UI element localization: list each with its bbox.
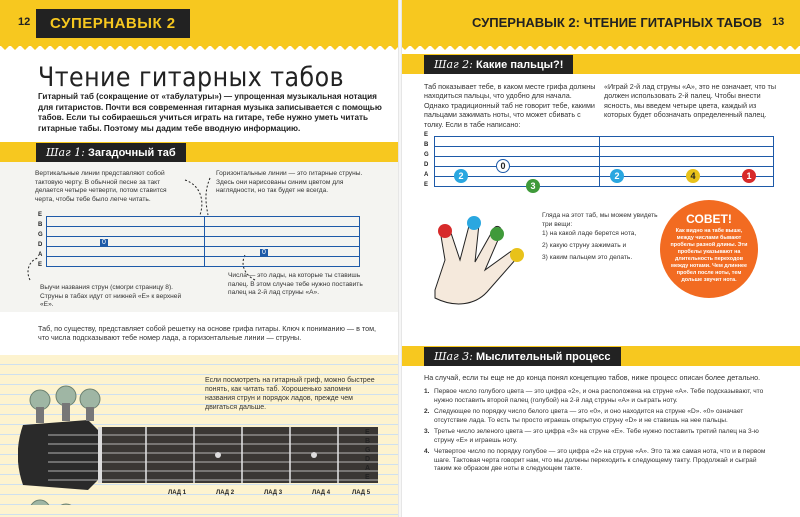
- step2-prefix: Шаг 2:: [434, 58, 473, 71]
- page-title: Чтение гитарных табов: [38, 62, 345, 93]
- intro-paragraph: Гитарный таб (сокращение от «табулатуры») — упрощенная музыкальная нотация для гитаристов. Почти вся современная гитарная музыка записывается с помощью табов. Если ты собираешься учиться играть на гитаре, тебе нужно уметь читать гитарные табы. Поэтому мы дадим тебе вводную информацию.: [38, 92, 382, 133]
- step3-item-2: Следующее по порядку число белого цвета — это «0», и оно находится на струне «D». «0» означает отсутствие лада. То есть ты просто играешь открытую струну «D» и не ставишь на нее пальцы.: [434, 408, 744, 424]
- callout-vertical-lines: Вертикальные линии представляют собой тактовую черту. В обычной песне за такт делается четыре четверти, потом ставится черта, чтобы тебе было легче читать.: [35, 170, 167, 203]
- hand-item-2: 2) какую струну зажимать и: [542, 242, 627, 249]
- step2-text-right: «Играй 2-й лад струны «A», это не означает, что ты должен использовать 2-й палец. Чтобы внести ясность, мы введем четыре цвета, каждый из которых будет обозначать определенный палец.: [604, 82, 776, 120]
- neck-string-names: EBGDAE: [365, 429, 371, 481]
- hand-item-3: 3) каким пальцем это делать.: [542, 254, 633, 261]
- hand-caption-intro: Гляда на этот таб, мы можем увидеть три вещи:: [542, 212, 658, 228]
- callout-horizontal-lines: Горизонтальные линии — это гитарные струны. Здесь они нарисованы синим цветом для наглядности, но так будет не всегда.: [216, 170, 363, 195]
- step3-prefix: Шаг 3:: [434, 350, 473, 363]
- guitar-neck-illustration: [18, 385, 388, 505]
- hand-illustration: [415, 200, 555, 320]
- step2-title: Какие пальцы?!: [475, 59, 564, 71]
- fret-label-5: ЛАД 5: [352, 490, 371, 496]
- tab2-note-3: 3: [526, 179, 540, 193]
- tip-text: Как видно на табе выше, между числами бывают пробелы разной длины. Эти пробелы указывают на длительность переходов между нотами. Чем длиннее пробел после ноты, тем дольше звучит нота.: [670, 228, 748, 283]
- step1-title: Загадочный таб: [87, 147, 176, 159]
- fret-label-2: ЛАД 2: [216, 490, 235, 496]
- left-header-chip: СУПЕРНАВЫК 2: [36, 9, 190, 38]
- right-header-title: СУПЕРНАВЫК 2: ЧТЕНИЕ ГИТАРНЫХ ТАБОВ: [471, 15, 762, 30]
- tip-badge: [660, 200, 758, 298]
- tab2-note-6: 1: [742, 169, 756, 183]
- hand-item-1: 1) на какой ладе берется нота,: [542, 230, 637, 237]
- step1-prefix: Шаг 1:: [46, 146, 85, 159]
- callout-numbers: Числа — это лады, на которые ты ставишь палец. В этом случае тебе нужно поставить палец на 2-й лад струны «A».: [228, 272, 363, 297]
- tab1-note-2: 0: [262, 249, 266, 256]
- fret-label-3: ЛАД 3: [264, 490, 283, 496]
- fretboard-caption: Если посмотреть на гитарный гриф, можно быстрее понять, как читать таб. Хорошенько запомни названия струн и порядок ладов, прежде чем двигаться дальше.: [205, 377, 375, 411]
- fret-label-1: ЛАД 1: [168, 490, 187, 496]
- step3-title: Мыслительный процесс: [475, 351, 611, 363]
- tab1-note: 0: [102, 239, 106, 246]
- tip-title: СОВЕТ!: [686, 212, 732, 226]
- step3-label: [424, 347, 621, 366]
- tab-staff-2: E B G D A E 2 0 3 2 4 1: [424, 136, 774, 186]
- tab2-note-4: 2: [610, 169, 624, 183]
- page-gutter: [398, 0, 402, 517]
- tab2-note-1: 2: [454, 169, 468, 183]
- step3-intro: На случай, если ты еще не до конца понял концепцию табов, ниже процесс описан более детально.: [424, 373, 761, 382]
- tab-staff-1: E B G D A E 0 0: [38, 216, 360, 266]
- step3-item-1: Первое число голубого цвета — это цифра «2», и она расположена на струне «A». Тебе подсказывают, что нужно поставить второй палец (голубой) на 2-й лад струны «A» и сыграть ноту.: [434, 388, 764, 404]
- tab2-note-2: 0: [496, 159, 510, 173]
- step2-label: [424, 55, 573, 74]
- callout-string-names: Выучи названия струн (смогри страницу 8). Струны в табах идут от нижней «E» к верхней «E».: [40, 284, 182, 309]
- step3-item-4: Четвертое число по порядку голубое — это цифра «2» на струне «A». Это та же самая нота, что и в первом шаге. Тактовая черта говорит нам, что мы должны переходить к следующему такту. Продолжай и сыграй таким же образом две ноты в следующем такте.: [434, 448, 766, 473]
- right-page-number: 13: [772, 16, 785, 28]
- tab-explanation-paragraph: Таб, по существу, представляет собой решетку на основе грифа гитары. Ключ к пониманию — в том, что числа подсказывают тебе номер лада, а горизонтальные линии — струны.: [38, 324, 377, 343]
- fret-label-4: ЛАД 4: [312, 490, 331, 496]
- step3-item-3: Третье число зеленого цвета — это цифра «3» на струне «E». Тебе нужно поставить третий палец на 3-ю струну «E» и играешь ноту.: [434, 428, 759, 444]
- step2-text-left: Таб показывает тебе, в каком месте грифа должны находиться пальцы, что удобно для начала. Однако традиционный таб не говорит тебе, какими пальцами зажимать ноты, что может сбивать с толку. Если в табе написано:: [424, 82, 596, 129]
- tab2-note-5: 4: [686, 169, 700, 183]
- left-page-number: 12: [18, 16, 31, 28]
